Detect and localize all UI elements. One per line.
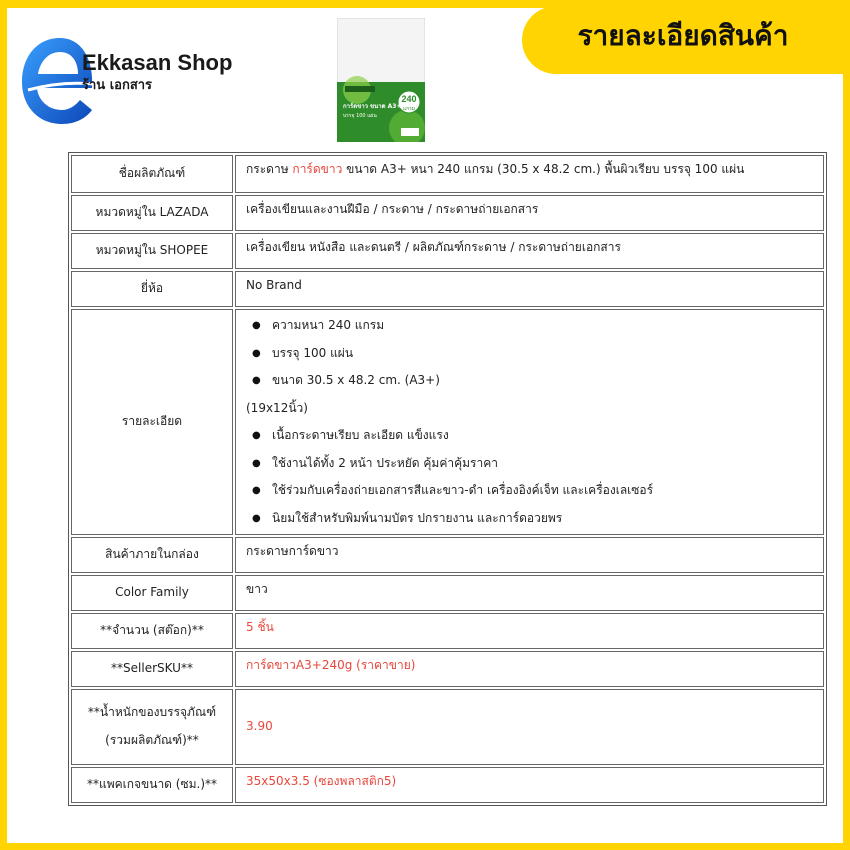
list-item: (19x12นิ้ว) (246, 400, 308, 415)
list-item: ● บรรจุ 100 แผ่น (246, 340, 813, 368)
detail-list (246, 312, 813, 532)
row-value (235, 155, 824, 193)
list-item: ● เนื้อกระดาษเรียบ ละเอียด แข็งแรง (246, 422, 813, 450)
row-value (235, 309, 824, 535)
table-row (71, 195, 824, 231)
section-badge (522, 6, 844, 74)
row-key: ชื่อผลิตภัณฑ์ (71, 155, 233, 193)
row-value: เครื่องเขียนและงานฝีมือ / กระดาษ / กระดาษถ่ายเอกสาร (235, 195, 824, 231)
row-value: 3.90 (235, 689, 824, 765)
row-key: **จำนวน (สต๊อก)** (71, 613, 233, 649)
section-title: รายละเอียดสินค้า (577, 19, 789, 52)
row-value: กระดาษการ์ดขาว (235, 537, 824, 573)
table-row (71, 767, 824, 803)
shop-logo[interactable] (20, 30, 260, 130)
list-item: ● ใช้งานได้ทั้ง 2 หน้า ประหยัด คุ้มค่าคุ้มราคา (246, 450, 813, 478)
list-item: ● นิยมใช้สำหรับพิมพ์นามบัตร ปกรายงาน และการ์ดอวยพร (246, 505, 813, 533)
table-row (71, 233, 824, 269)
table-row (71, 271, 824, 307)
row-value: เครื่องเขียน หนังสือ และดนตรี / ผลิตภัณฑ์กระดาษ / กระดาษถ่ายเอกสาร (235, 233, 824, 269)
table-row (71, 155, 824, 193)
row-key: รายละเอียด (71, 309, 233, 535)
row-value: 35x50x3.5 (ซองพลาสติก5) (235, 767, 824, 803)
table-row (71, 575, 824, 611)
table-row (71, 537, 824, 573)
row-value: ขาว (235, 575, 824, 611)
row-key (71, 689, 233, 765)
svg-text:การ์ดขาว ขนาด A3+: การ์ดขาว ขนาด A3+ (343, 103, 402, 110)
row-key: **แพคเกจขนาด (ซม.)** (71, 767, 233, 803)
table-row (71, 309, 824, 535)
svg-text:บรรจุ 100 แผ่น: บรรจุ 100 แผ่น (343, 113, 377, 119)
spec-table (68, 152, 827, 806)
row-key: หมวดหมู่ใน LAZADA (71, 195, 233, 231)
list-item: ● ความหนา 240 แกรม (246, 312, 813, 340)
list-item: ● ขนาด 30.5 x 48.2 cm. (A3+) (246, 367, 813, 395)
product-image (337, 18, 425, 142)
svg-text:240: 240 (401, 94, 417, 104)
table-row (71, 689, 824, 765)
row-key-line: **น้ำหนักของบรรจุภัณฑ์ (87, 705, 217, 720)
paper-pack-icon (337, 18, 425, 142)
row-key: Color Family (71, 575, 233, 611)
product-name-highlight: การ์ดขาว (292, 162, 343, 176)
row-key-line: (รวมผลิตภัณฑ์)** (105, 733, 199, 747)
row-value: No Brand (235, 271, 824, 307)
row-key: สินค้าภายในกล่อง (71, 537, 233, 573)
row-value: 5 ชิ้น (235, 613, 824, 649)
product-name-pre: กระดาษ (246, 162, 293, 176)
list-item: ● ใช้ร่วมกับเครื่องถ่ายเอกสารสีและขาว-ดำ เครื่องอิงค์เจ็ท และเครื่องเลเซอร์ (246, 477, 813, 505)
row-key: **SellerSKU** (71, 651, 233, 687)
table-row (71, 613, 824, 649)
row-value: การ์ดขาวA3+240g (ราคาขาย) (235, 651, 824, 687)
table-row (71, 651, 824, 687)
product-name-post: ขนาด A3+ หนา 240 แกรม (30.5 x 48.2 cm.) พื้นผิวเรียบ บรรจุ 100 แผ่น (342, 162, 745, 176)
shop-subtitle: ร้าน เอกสาร (82, 78, 153, 93)
row-key: ยี่ห้อ (71, 271, 233, 307)
shop-name: Ekkasan Shop (82, 50, 233, 75)
svg-text:แกรม: แกรม (402, 106, 416, 112)
row-key: หมวดหมู่ใน SHOPEE (71, 233, 233, 269)
